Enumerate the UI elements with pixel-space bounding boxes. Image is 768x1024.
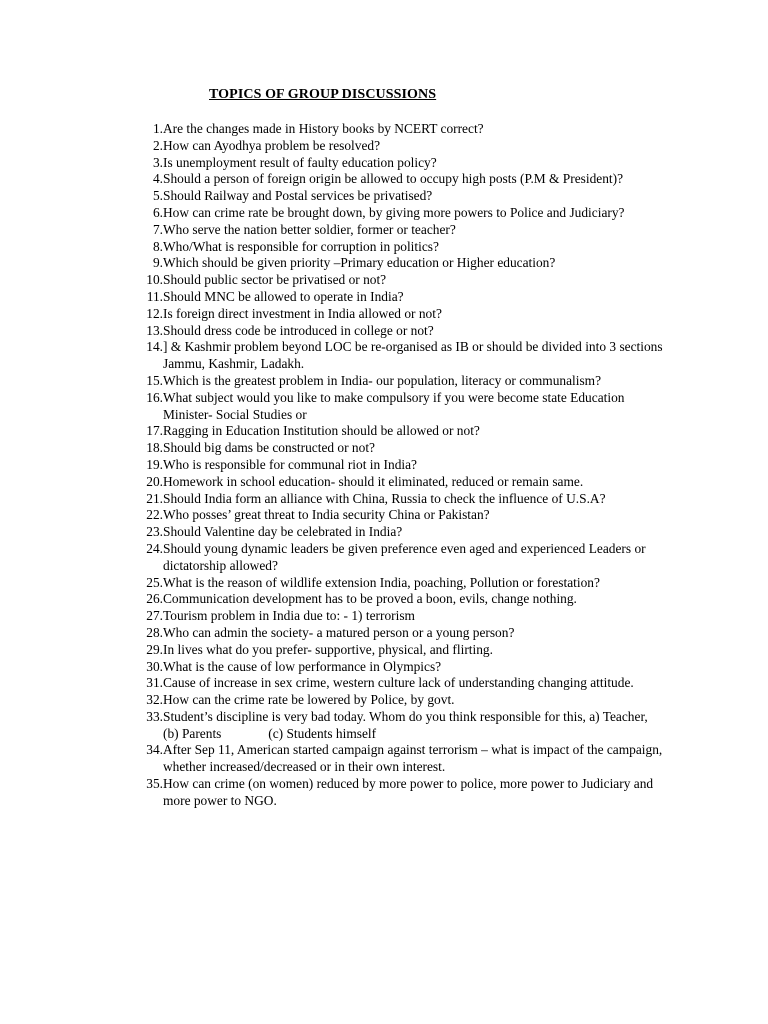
list-item-number-text: 17. [146,423,163,439]
list-item-number [134,339,163,356]
list-item-number [134,373,163,390]
list-item-number-text: 3. [152,154,163,170]
list-item [134,289,664,306]
list-item [134,642,664,659]
list-item [134,625,664,642]
list-item-number-text: 19. [146,456,163,472]
list-item-number-text: 20. [146,473,163,489]
list-item [134,239,664,256]
list-item-number [134,692,163,709]
list-item-text: How can the crime rate be lowered by Police, by govt. [163,692,455,708]
list-item-number-text: 28. [146,624,163,640]
list-item-number-text: 16. [146,389,163,405]
list-item-number [134,171,163,188]
topic-list [134,121,664,810]
list-item-number [134,575,163,592]
list-item [134,507,664,524]
list-item [134,323,664,340]
list-item-text: Should Railway and Postal services be privatised? [163,188,433,204]
list-item-number-text: 8. [152,238,163,254]
list-item-number [134,289,163,306]
list-item-number [134,776,163,793]
list-item-number-text: 18. [146,440,163,456]
page-title: TOPICS OF GROUP DISCUSSIONS [209,87,437,102]
list-item-number [134,608,163,625]
list-item-text: Is foreign direct investment in India allowed or not? [163,305,442,321]
list-item-text: Who serve the nation better soldier, former or teacher? [163,221,456,237]
list-item-text: Is unemployment result of faulty education policy? [163,154,437,170]
list-item-number [134,138,163,155]
list-item-text: Should a person of foreign origin be allowed to occupy high posts (P.M & President)? [163,171,624,187]
list-item-number [134,323,163,340]
list-item-number-text: 15. [146,372,163,388]
list-item [134,457,664,474]
list-item-number [134,255,163,272]
list-item-number-text: 26. [146,591,163,607]
list-item-number-text: 7. [152,221,163,237]
list-item-text: Which should be given priority –Primary education or Higher education? [163,255,556,271]
list-item [134,339,664,373]
list-item-text: Communication development has to be proved a boon, evils, change nothing. [163,591,577,607]
list-item [134,272,664,289]
list-item-number-text: 13. [146,322,163,338]
list-item-number-text: 5. [152,188,163,204]
list-item-number [134,675,163,692]
list-item-number-text: 30. [146,658,163,674]
list-item-number [134,642,163,659]
list-item-text: Student’s discipline is very bad today. Whom do you think responsible for this, a) Teacher, (b) Parents (c) Students himself [163,708,662,741]
list-item-text: After Sep 11, American started campaign against terrorism – what is impact of the campaign, whether increased/decreased or in their own interest. [163,742,666,775]
list-item [134,524,664,541]
list-item-text: What is the cause of low performance in Olympics? [163,658,442,674]
list-item-number-text: 12. [146,305,163,321]
list-item-number [134,659,163,676]
list-item-number [134,205,163,222]
list-item-number-text: 14. [146,339,163,355]
list-item-text: Ragging in Education Institution should be allowed or not? [163,423,480,439]
list-item-number [134,541,163,558]
list-item [134,541,664,575]
list-item-number-text: 25. [146,574,163,590]
list-item [134,575,664,592]
list-item-text: ] & Kashmir problem beyond LOC be re-organised as IB or should be divided into 3 sections Jammu, Kashmir, Ladakh. [163,339,666,372]
list-item-number-text: 2. [152,137,163,153]
list-item-number-text: 1. [152,121,163,136]
list-item-text: How can Ayodhya problem be resolved? [163,137,381,153]
list-item [134,675,664,692]
list-item-number [134,222,163,239]
list-item-number-text: 29. [146,641,163,657]
list-item-number [134,121,163,138]
list-item-number [134,390,163,407]
list-item [134,709,664,743]
list-item-text: Which is the greatest problem in India- our population, literacy or communalism? [163,372,602,388]
list-item-number [134,272,163,289]
list-item [134,659,664,676]
list-item-text: Homework in school education- should it eliminated, reduced or remain same. [163,473,584,489]
list-item-number [134,188,163,205]
list-item [134,205,664,222]
list-item-text: Tourism problem in India due to: - 1) terrorism [163,608,415,624]
list-item-number-text: 4. [152,171,163,187]
list-item-number [134,423,163,440]
list-item-text: Should dress code be introduced in college or not? [163,322,434,338]
list-item-number-text: 35. [146,776,163,792]
list-item-number-text: 22. [146,507,163,523]
list-item-text: Should Valentine day be celebrated in India? [163,524,403,540]
list-item-number [134,491,163,508]
list-item [134,306,664,323]
list-item-text: Should young dynamic leaders be given preference even aged and experienced Leaders or dictatorship allowed? [163,540,649,573]
list-item-number-text: 24. [146,540,163,556]
list-item-text: Who posses’ great threat to India security China or Pakistan? [163,507,490,523]
list-item [134,591,664,608]
list-item-number-text: 10. [146,272,163,288]
list-item [134,474,664,491]
list-item-text: Should big dams be constructed or not? [163,440,375,456]
list-item-text: Who is responsible for communal riot in India? [163,456,417,472]
list-item-text: Should public sector be privatised or not? [163,272,387,288]
list-item-number [134,591,163,608]
list-item [134,171,664,188]
list-item-text: Cause of increase in sex crime, western culture lack of understanding changing attitude. [163,675,634,691]
list-item-text: In lives what do you prefer- supportive, physical, and flirting. [163,641,493,657]
list-item-number-text: 33. [146,708,163,724]
list-item-number-text: 6. [152,204,163,220]
list-item [134,390,664,424]
list-item-text: Should India form an alliance with China, Russia to check the influence of U.S.A? [163,490,606,506]
list-item-number [134,507,163,524]
list-item [134,373,664,390]
list-item-number-text: 34. [146,742,163,758]
list-item-text: What is the reason of wildlife extension India, poaching, Pollution or forestation? [163,574,600,590]
list-item-number [134,625,163,642]
list-item-number [134,155,163,172]
list-item [134,121,664,138]
list-item-number-text: 31. [146,675,163,691]
list-item-number-text: 9. [152,255,163,271]
list-item-number-text: 23. [146,524,163,540]
list-item-number-text: 32. [146,692,163,708]
list-item-number [134,457,163,474]
list-item-number [134,742,163,759]
list-item-text: Should MNC be allowed to operate in India? [163,288,404,304]
list-item [134,491,664,508]
list-item [134,440,664,457]
list-item [134,138,664,155]
list-item-text: How can crime (on women) reduced by more power to police, more power to Judiciary and more power to NGO. [163,776,657,808]
list-item [134,188,664,205]
list-item [134,423,664,440]
list-item [134,742,664,776]
list-item [134,692,664,709]
list-item-number-text: 11. [146,288,163,304]
list-item-text: Are the changes made in History books by NCERT correct? [163,121,484,136]
list-item-number [134,306,163,323]
list-item [134,776,664,810]
list-item-number [134,440,163,457]
list-item-number [134,474,163,491]
list-item-number-text: 27. [146,608,163,624]
list-item-number [134,239,163,256]
list-item-number-text: 21. [146,490,163,506]
list-item-text: Who/What is responsible for corruption in politics? [163,238,439,254]
list-item-text: What subject would you like to make compulsory if you were become state Education Minister- Social Studies or [163,389,628,422]
list-item [134,255,664,272]
list-item-text: Who can admin the society- a matured person or a young person? [163,624,515,640]
list-item-text: How can crime rate be brought down, by giving more powers to Police and Judiciary? [163,204,625,220]
list-item [134,155,664,172]
list-item-number [134,524,163,541]
list-item [134,222,664,239]
list-item [134,608,664,625]
list-item-number [134,709,163,726]
